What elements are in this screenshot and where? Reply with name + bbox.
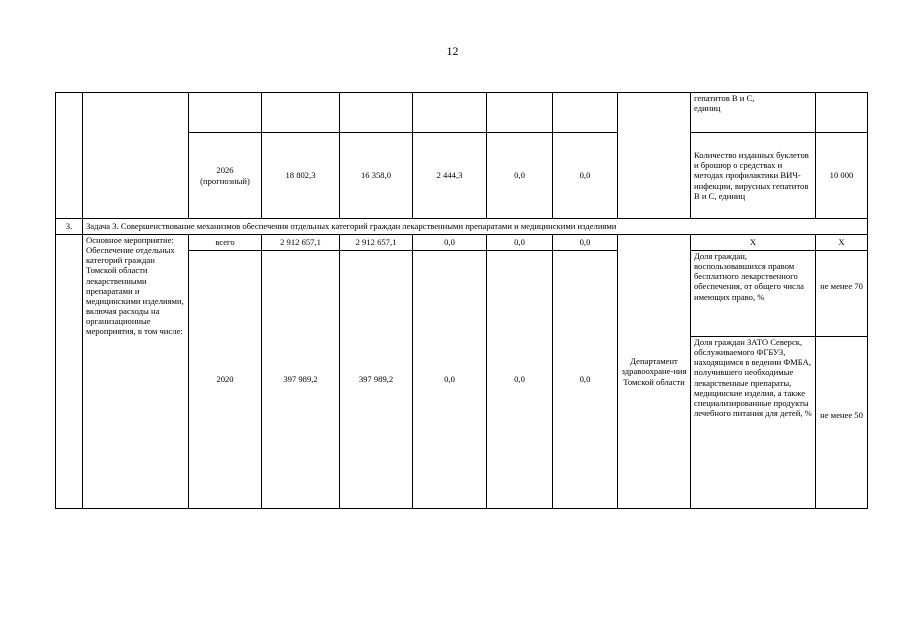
- executor-cell: Департамент здравоохране-ния Томской области: [618, 235, 691, 509]
- total-cell: 2 912 657,1: [262, 235, 340, 251]
- value-cell: не менее 70: [816, 251, 868, 337]
- task-title: Задача 3. Совершенствование механизмов обеспечения отдельных категорий граждан лекарственными препаратами и медицинскими изделиями: [83, 219, 868, 235]
- indicator-cell: гепатитов В и С, единиц: [691, 93, 816, 133]
- table-row: [56, 93, 868, 133]
- activity-name: Основное мероприятие: Обеспечение отдельных категорий граждан Томской области лекарственными препаратами и медицинскими изделиями, включая расходы на организационные мероприятия, в том числе:: [83, 235, 189, 509]
- year-cell: 2026 (прогнозный): [189, 133, 262, 219]
- federal-cell: 16 358,0: [340, 133, 413, 219]
- indicator-cell: Х: [691, 235, 816, 251]
- federal-cell: 397 989,2: [340, 251, 413, 509]
- indicator-cell: Доля граждан, воспользовавшихся правом бесплатного лекарственного обеспечения, от общего числа имеющих право, %: [691, 251, 816, 337]
- total-cell: 18 802,3: [262, 133, 340, 219]
- other-cell: 0,0: [553, 251, 618, 509]
- indicator-cell: Количество изданных буклетов и брошюр о средствах и методах профилактики ВИЧ-инфекции, вирусных гепатитов В и С, единиц: [691, 133, 816, 219]
- other-cell: 0,0: [553, 235, 618, 251]
- local-cell: 0,0: [487, 251, 553, 509]
- table-row: [56, 235, 868, 251]
- local-cell: 0,0: [487, 133, 553, 219]
- regional-cell: 2 444,3: [413, 133, 487, 219]
- regional-cell: 0,0: [413, 235, 487, 251]
- other-cell: 0,0: [553, 133, 618, 219]
- value-cell: Х: [816, 235, 868, 251]
- year-cell: 2020: [189, 251, 262, 509]
- year-cell: всего: [189, 235, 262, 251]
- value-cell: не менее 50: [816, 337, 868, 509]
- program-table: [55, 92, 868, 509]
- page-number: 12: [446, 44, 459, 58]
- total-cell: 397 989,2: [262, 251, 340, 509]
- federal-cell: 2 912 657,1: [340, 235, 413, 251]
- value-cell: 10 000: [816, 133, 868, 219]
- task-number: 3.: [56, 219, 83, 235]
- indicator-cell: Доля граждан ЗАТО Северск, обслуживаемого ФГБУЗ, находящимся в ведении ФМБА, получившего необходимые лекарственные препараты, медицинские изделия, а также специализированные продукты лечебного питания для детей, %: [691, 337, 816, 509]
- regional-cell: 0,0: [413, 251, 487, 509]
- local-cell: 0,0: [487, 235, 553, 251]
- task-row: [56, 219, 868, 235]
